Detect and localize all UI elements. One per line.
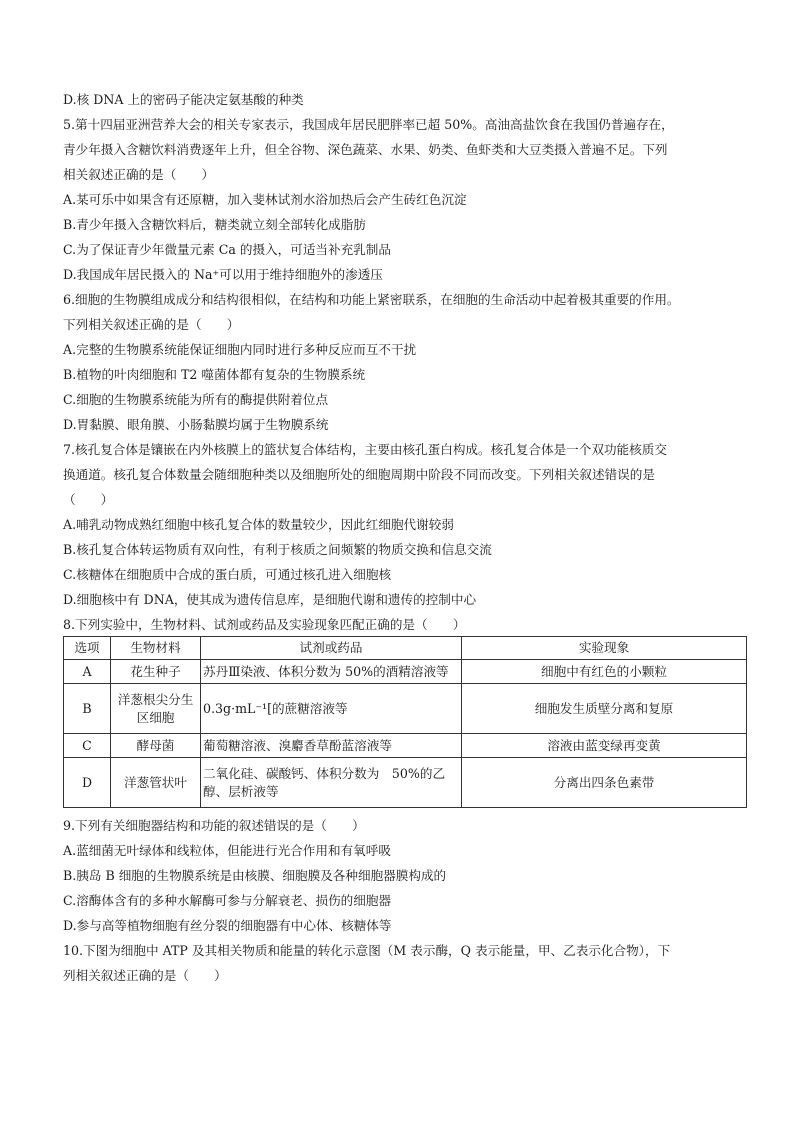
table-cell-phenomenon: 溶液由蓝变绿再变黄 xyxy=(462,734,747,758)
table-cell-option: C xyxy=(64,734,111,758)
header-reagent: 试剂或药品 xyxy=(201,637,462,660)
table-row xyxy=(64,684,747,734)
header-option: 选项 xyxy=(64,637,111,660)
q6-stem-line-1: 6.细胞的生物膜组成成分和结构很相似，在结构和功能上紧密联系，在细胞的生命活动中起着极其重要的作用。 xyxy=(63,292,680,307)
q7-stem-line-2: 换通道。核孔复合体数量会随细胞种类以及细胞所处的细胞周期中阶段不同而改变。下列相关叙述错误的是 xyxy=(63,467,655,482)
q5-option-a: A.某可乐中如果含有还原糖，加入斐林试剂水浴加热后会产生砖红色沉淀 xyxy=(63,192,467,207)
q6-option-c: C.细胞的生物膜系统能为所有的酶提供附着位点 xyxy=(63,392,329,407)
table-row xyxy=(64,734,747,758)
table-cell-phenomenon: 细胞中有红色的小颗粒 xyxy=(462,660,747,684)
q7-option-b: B.核孔复合体转运物质有双向性，有利于核质之间频繁的物质交换和信息交流 xyxy=(63,542,492,557)
q7-option-d: D.细胞核中有 DNA，使其成为遗传信息库，是细胞代谢和遗传的控制中心 xyxy=(63,592,477,607)
table-cell-material: 洋葱根尖分生区细胞 xyxy=(111,684,201,734)
q4-option-d: D.核 DNA 上的密码子能决定氨基酸的种类 xyxy=(63,92,304,107)
header-material: 生物材料 xyxy=(111,637,201,660)
q5-option-c: C.为了保证青少年微量元素 Ca 的摄入，可适当补充乳制品 xyxy=(63,242,391,257)
q7-stem-line-3: （ ） xyxy=(63,492,114,507)
table-cell-reagent: 葡萄糖溶液、溴麝香草酚蓝溶液等 xyxy=(201,734,462,758)
q7-option-c: C.核糖体在细胞质中合成的蛋白质，可通过核孔进入细胞核 xyxy=(63,567,392,582)
table-row xyxy=(64,660,747,684)
table-cell-reagent: 二氧化硅、碳酸钙、体积分数为 50%的乙醇、层析液等 xyxy=(201,758,462,808)
q6-stem-line-2: 下列相关叙述正确的是（ ） xyxy=(63,317,240,332)
q5-stem-line-3: 相关叙述正确的是（ ） xyxy=(63,167,215,182)
q10-stem-line-2: 列相关叙述正确的是（ ） xyxy=(63,968,227,983)
table-cell-phenomenon: 细胞发生质壁分离和复原 xyxy=(462,684,747,734)
q10-stem-line-1: 10.下图为细胞中 ATP 及其相关物质和能量的转化示意图（M 表示酶，Q 表示能量，甲、乙表示化合物），下 xyxy=(63,943,671,958)
q9-option-b: B.胰岛 B 细胞的生物膜系统是由核膜、细胞膜及各种细胞器膜构成的 xyxy=(63,868,447,883)
table-cell-material: 花生种子 xyxy=(111,660,201,684)
table-header-row xyxy=(64,637,747,660)
q5-stem-line-2: 青少年摄入含糖饮料消费逐年上升，但全谷物、深色蔬菜、水果、奶类、鱼虾类和大豆类摄入普遍不足。下列 xyxy=(63,142,668,157)
table-cell-material: 酵母菌 xyxy=(111,734,201,758)
table-row xyxy=(64,758,747,808)
q6-option-a: A.完整的生物膜系统能保证细胞内同时进行多种反应而互不干扰 xyxy=(63,342,417,357)
q9-option-c: C.溶酶体含有的多种水解酶可参与分解衰老、损伤的细胞器 xyxy=(63,893,392,908)
q7-option-a: A.哺乳动物成熟红细胞中核孔复合体的数量较少，因此红细胞代谢较弱 xyxy=(63,517,454,532)
q9-stem: 9.下列有关细胞器结构和功能的叙述错误的是（ ） xyxy=(63,818,365,833)
table-cell-option: D xyxy=(64,758,111,808)
q9-option-a: A.蓝细菌无叶绿体和线粒体，但能进行光合作用和有氧呼吸 xyxy=(63,843,391,858)
q5-option-b: B.青少年摄入含糖饮料后，糖类就立刻全部转化成脂肪 xyxy=(63,217,366,232)
table-cell-reagent: 0.3g·mL⁻¹[的蔗糖溶液等 xyxy=(201,684,462,734)
q8-stem: 8.下列实验中，生物材料、试剂或药品及实验现象匹配正确的是（ ） xyxy=(63,617,466,632)
q7-stem-line-1: 7.核孔复合体是镶嵌在内外核膜上的篮状复合体结构，主要由核孔蛋白构成。核孔复合体是一个双功能核质交 xyxy=(63,442,667,457)
q6-option-b: B.植物的叶肉细胞和 T2 噬菌体都有复杂的生物膜系统 xyxy=(63,367,366,382)
table-cell-reagent: 苏丹Ⅲ染液、体积分数为 50%的酒精溶液等 xyxy=(201,660,462,684)
table-cell-option: A xyxy=(64,660,111,684)
table-cell-material: 洋葱管状叶 xyxy=(111,758,201,808)
table-cell-option: B xyxy=(64,684,111,734)
q9-option-d: D.参与高等植物细胞有丝分裂的细胞器有中心体、核糖体等 xyxy=(63,918,392,933)
q8-experiment-table xyxy=(63,636,747,808)
table-cell-phenomenon: 分离出四条色素带 xyxy=(462,758,747,808)
q5-stem-line-1: 5.第十四届亚洲营养大会的相关专家表示，我国成年居民肥胖率已超 50%。高油高盐饮食在我国仍普遍存在， xyxy=(63,117,674,132)
q6-option-d: D.胃黏膜、眼角膜、小肠黏膜均属于生物膜系统 xyxy=(63,417,329,432)
q5-option-d: D.我国成年居民摄入的 Na⁺可以用于维持细胞外的渗透压 xyxy=(63,267,383,282)
header-phenomenon: 实验现象 xyxy=(462,637,747,660)
